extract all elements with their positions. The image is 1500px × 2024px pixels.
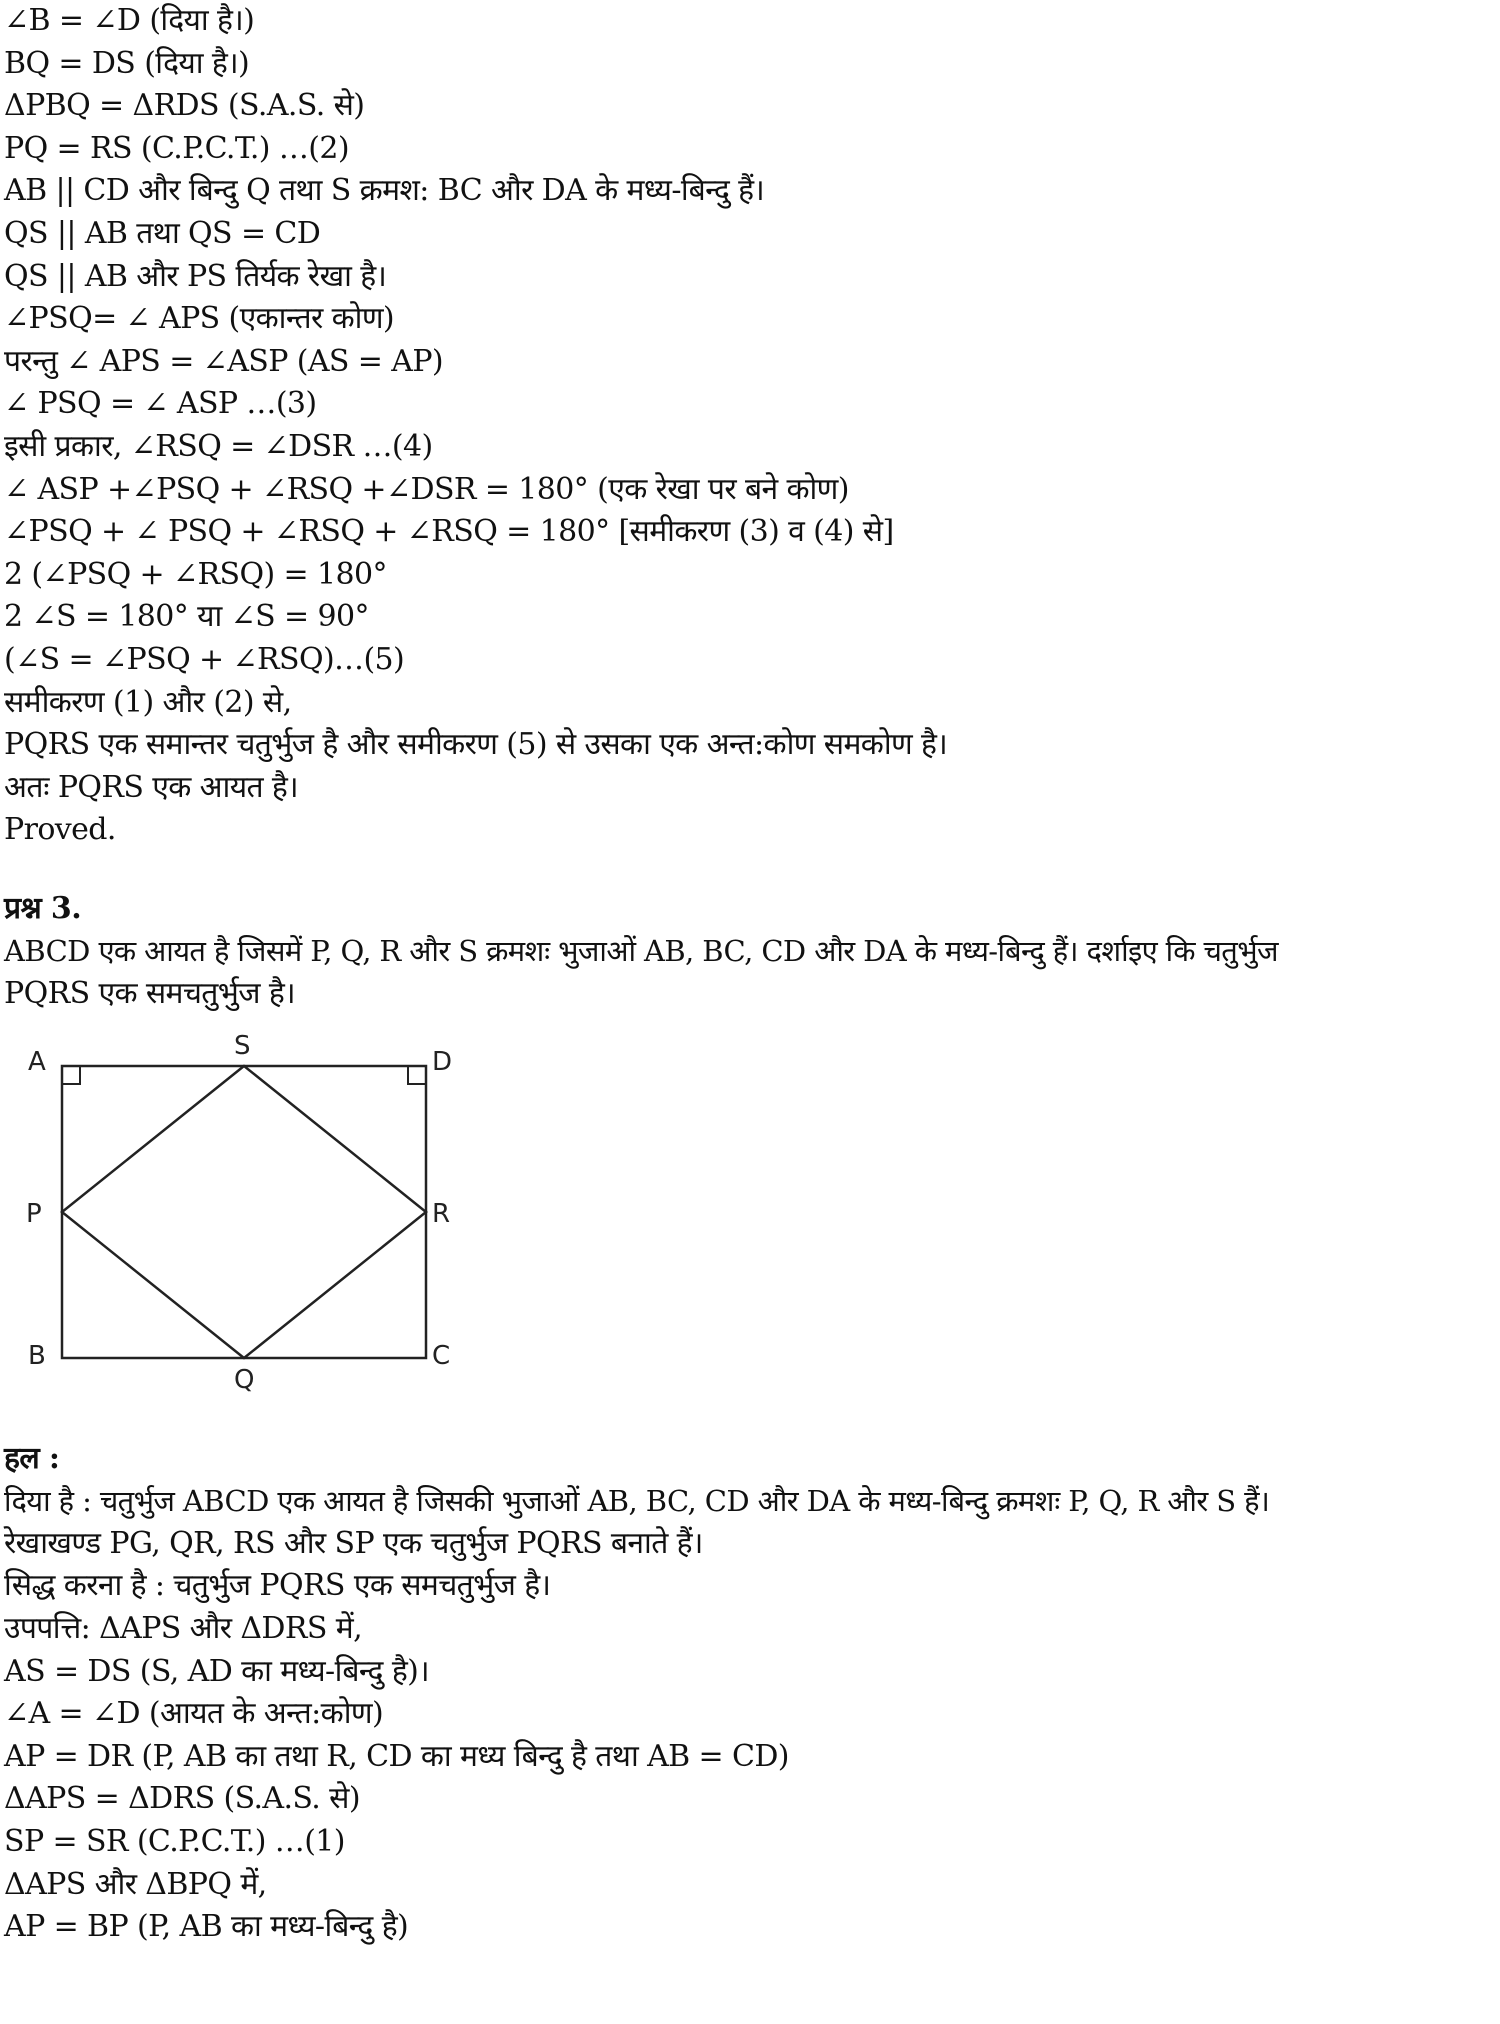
text-line: समीकरण (1) और (2) से, (4, 684, 292, 720)
solution-text-line: ΔAPS और ΔBPQ में, (4, 1866, 267, 1902)
text-line: ∠ PSQ = ∠ ASP …(3) (4, 386, 317, 422)
solution-text-line: AP = DR (P, AB का तथा R, CD का मध्य बिन्दु है तथा AB = CD) (4, 1738, 789, 1774)
proof-continuation (4, 0, 1494, 852)
rectangle-abcd (62, 1066, 426, 1358)
rhombus-pqrs (62, 1066, 426, 1358)
vertex-label-d: D (432, 1046, 453, 1077)
text-line: ∠PSQ= ∠ APS (एकान्तर कोण) (4, 301, 395, 337)
text-line: ΔPBQ = ΔRDS (S.A.S. से) (4, 88, 365, 124)
solution-text-line: उपपत्ति: ΔAPS और ΔDRS में, (4, 1611, 363, 1647)
vertex-label-a: A (28, 1046, 46, 1077)
text-line: (∠S = ∠PSQ + ∠RSQ)…(5) (4, 641, 405, 677)
text-line: ∠B = ∠D (दिया है।) (4, 3, 255, 38)
vertex-label-b: B (28, 1340, 46, 1371)
text-line: BQ = DS (दिया है।) (4, 45, 250, 81)
vertex-label-s: S (234, 1030, 251, 1061)
vertex-label-r: R (432, 1198, 451, 1229)
vertex-label-c: C (432, 1340, 451, 1371)
vertex-label-q: Q (234, 1364, 255, 1395)
text-line: QS || AB तथा QS = CD (4, 215, 321, 251)
geometry-diagram (24, 1026, 504, 1395)
solution-text-line: दिया है : चतुर्भुज ABCD एक आयत है जिसकी भुजाओं AB, BC, CD और DA के मध्य-बिन्दु क्रमशः P, Q, R और S हैं। (4, 1484, 1270, 1519)
solution-text-line: AP = BP (P, AB का मध्य-बिन्दु है) (4, 1909, 409, 1945)
text-line: 2 (∠PSQ + ∠RSQ) = 180° (4, 556, 387, 592)
solution-block (4, 1438, 1494, 1949)
document-page (4, 0, 1494, 1949)
solution-text-line: SP = SR (C.P.C.T.) …(1) (4, 1824, 345, 1859)
solution-heading: हल : (4, 1440, 60, 1476)
section-gap (4, 852, 1494, 888)
solution-text-line: रेखाखण्ड PG, QR, RS और SP एक चतुर्भुज PQRS बनाते हैं। (4, 1525, 703, 1561)
text-line: इसी प्रकार, ∠RSQ = ∠DSR …(4) (4, 428, 433, 464)
text-line: QS || AB और PS तिर्यक रेखा है। (4, 258, 387, 294)
text-line: परन्तु ∠ APS = ∠ASP (AS = AP) (4, 343, 444, 379)
question-block (4, 888, 1494, 1016)
right-angle-marker-a (62, 1066, 80, 1084)
section-gap (4, 1366, 1494, 1438)
question-heading: प्रश्न 3. (4, 890, 82, 926)
text-line: ∠ ASP +∠PSQ + ∠RSQ +∠DSR = 180° (एक रेखा पर बने कोण) (4, 471, 849, 507)
text-line: Proved. (4, 812, 116, 848)
text-line: PQRS एक समान्तर चतुर्भुज है और समीकरण (5) से उसका एक अन्त:कोण समकोण है। (4, 727, 948, 763)
vertex-label-p: P (26, 1198, 42, 1229)
text-line: AB || CD और बिन्दु Q तथा S क्रमश: BC और DA के मध्य-बिन्दु हैं। (4, 173, 765, 209)
text-line: ∠PSQ + ∠ PSQ + ∠RSQ + ∠RSQ = 180° [समीकरण (3) व (4) से] (4, 514, 894, 550)
right-angle-marker-d (408, 1066, 426, 1084)
text-line: PQ = RS (C.P.C.T.) …(2) (4, 130, 349, 166)
question-text-line: ABCD एक आयत है जिसमें P, Q, R और S क्रमशः भुजाओं AB, BC, CD और DA के मध्य-बिन्दु हैं। दर्शाइए कि चतुर्भुज (4, 934, 1278, 969)
solution-text-line: AS = DS (S, AD का मध्य-बिन्दु है)। (4, 1653, 430, 1689)
solution-text-line: ∠A = ∠D (आयत के अन्त:कोण) (4, 1696, 384, 1732)
solution-text-line: ΔAPS = ΔDRS (S.A.S. से) (4, 1781, 360, 1817)
rectangle-rhombus-figure (24, 1026, 504, 1395)
text-line: अतः PQRS एक आयत है। (4, 769, 299, 805)
text-line: 2 ∠S = 180° या ∠S = 90° (4, 599, 369, 635)
question-text-line: PQRS एक समचतुर्भुज है। (4, 976, 295, 1012)
solution-text-line: सिद्ध करना है : चतुर्भुज PQRS एक समचतुर्भुज है। (4, 1568, 551, 1604)
